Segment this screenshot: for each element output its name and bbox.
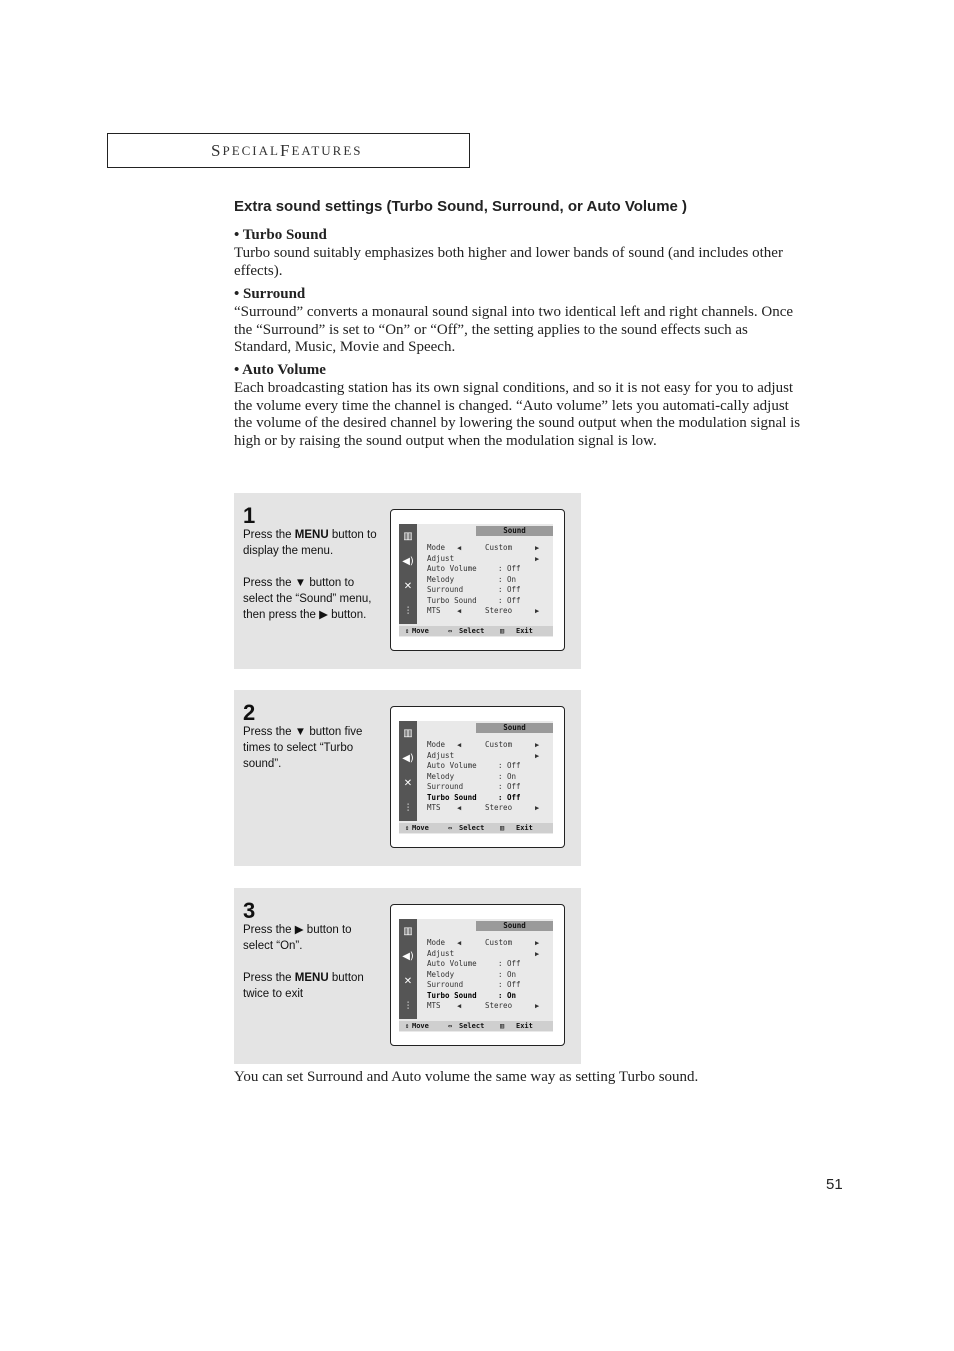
arrow-right-icon: ▶ [535,751,540,760]
section-header-initial-s: S [211,140,223,160]
picture-icon: ▥ [403,727,413,739]
osd-row-label: Surround [427,980,464,989]
section-header [107,133,470,168]
osd-row-label: Auto Volume [427,959,477,968]
section-header-part2: EATURES [291,142,363,158]
select-arrows-icon: ⇔ [448,1022,453,1030]
menu-key-label: MENU [294,972,329,984]
arrow-right-icon: ▶ [535,554,540,563]
osd-row-label: Surround [427,585,464,594]
osd-row-label: Mode [427,543,446,552]
osd-row-mts [427,1001,547,1012]
osd-row-value: Custom [485,543,513,552]
surround-body: “Surround” converts a monaural sound signal into two identical left and right channels. Once the “Surround” is set to “On” or “Off”, the setting applies to the sound effects such as Standard, Music, Movie and Speech. [234,303,794,356]
osd-row-value: : Off [498,761,521,770]
osd-icon-column [399,721,417,821]
arrow-right-icon: ▶ [535,939,540,947]
osd-row-value: : On [498,771,517,781]
osd-row-value: : Off [498,585,521,594]
channel-icon: ✕ [403,580,413,592]
osd-row-value: : Off [498,782,521,791]
osd-row-auto-volume [427,564,547,575]
osd-footer-exit: Exit [516,627,533,635]
step-number: 1 [243,503,256,528]
osd-row-surround [427,782,547,793]
instruction-text: Press the ▼ button to select the “Sound” menu, then press the ▶ button. [243,577,372,621]
osd-row-melody [427,970,547,981]
step-instructions [243,724,383,772]
setup-icon: ⫶ [406,802,410,814]
surround-section [234,286,804,357]
select-arrows-icon: ⇔ [448,627,453,635]
arrow-right-icon: ▶ [535,544,540,552]
osd-row-value: : Off [498,564,521,573]
osd-row-surround [427,585,547,596]
osd-row-label: Surround [427,782,464,791]
osd-row-mts [427,803,547,814]
speaker-icon: ◀) [402,950,414,962]
osd-row-mode [427,543,547,554]
osd-row-label: Melody [427,771,455,781]
osd-icon-column [399,524,417,624]
sound-menu-screen [390,904,565,1046]
arrow-right-icon: ▶ [535,607,540,615]
arrow-left-icon: ◀ [457,939,462,947]
channel-icon: ✕ [403,975,413,987]
step-number: 3 [243,898,256,923]
setup-icon: ⫶ [406,1000,410,1012]
osd-row-melody [427,575,547,586]
arrow-left-icon: ◀ [457,607,462,615]
speaker-icon: ◀) [402,752,414,764]
step-instructions [243,922,383,1002]
osd-row-label: Mode [427,740,446,749]
osd-row-auto-volume [427,959,547,970]
osd-footer-move: Move [412,824,429,832]
osd-row-surround [427,980,547,991]
sound-menu-screen [390,706,565,848]
osd-footer-move: Move [412,627,429,635]
osd-title: Sound [476,723,553,733]
menu-icon: ▥ [500,627,505,635]
osd-footer-exit: Exit [516,1022,533,1030]
osd-row-label: Auto Volume [427,761,477,770]
osd-row-value: Custom [485,938,513,947]
setup-icon: ⫶ [406,605,410,617]
osd-row-label: Turbo Sound [427,792,477,802]
sound-menu-screen [390,509,565,651]
osd-row-adjust [427,554,547,565]
auto-volume-heading: • Auto Volume [234,362,326,378]
page-number: 51 [826,1176,843,1193]
arrow-left-icon: ◀ [457,1002,462,1010]
auto-volume-section [234,362,804,451]
arrow-right-icon: ▶ [535,741,540,749]
osd-row-label: Auto Volume [427,564,477,573]
arrow-right-icon: ▶ [535,804,540,812]
turbo-sound-heading: • Turbo Sound [234,227,327,243]
osd-footer [399,1021,553,1031]
osd-rows [427,543,547,617]
osd-row-label: Melody [427,574,455,584]
osd-row-label: Melody [427,969,455,979]
turbo-sound-body: Turbo sound suitably emphasizes both higher and lower bands of sound (and includes other effects). [234,244,783,279]
osd-menu [399,524,553,637]
osd-rows [427,740,547,814]
menu-key-label: MENU [294,529,329,541]
auto-volume-body: Each broadcasting station has its own signal conditions, and so it is not easy for you to adjust the volume every time the channel is changed. “Auto volume” lets you automati-cally adjust the volume of the desired channel by lowering the sound output when the modulation signal is high or by raising the sound output when the modulation signal is low. [234,379,801,450]
osd-title: Sound [476,921,553,931]
osd-row-label: Adjust [427,553,455,563]
osd-row-label: MTS [427,606,441,615]
osd-footer-select: Select [459,627,485,635]
instruction-text: button twice to exit [243,972,364,1000]
surround-heading: • Surround [234,286,306,302]
osd-row-mts [427,606,547,617]
menu-icon: ▥ [500,824,505,832]
osd-row-label: MTS [427,803,441,812]
osd-row-value: Stereo [485,1001,513,1010]
osd-menu [399,919,553,1032]
step-3-panel [234,888,581,1064]
turbo-sound-section [234,227,804,280]
select-arrows-icon: ⇔ [448,824,453,832]
osd-row-mode [427,740,547,751]
arrow-right-icon: ▶ [535,949,540,958]
move-arrows-icon: ⇕ [405,627,410,635]
osd-footer [399,626,553,636]
osd-footer-exit: Exit [516,824,533,832]
osd-row-value: : On [498,969,517,979]
picture-icon: ▥ [403,925,413,937]
section-header-initial-f: F [279,140,292,160]
step-2-panel [234,690,581,866]
instruction-text: button to display the menu. [243,529,377,557]
osd-footer-select: Select [459,824,485,832]
osd-row-turbo-sound [427,596,547,607]
menu-icon: ▥ [500,1022,505,1030]
osd-row-value: : Off [498,959,521,968]
picture-icon: ▥ [403,530,413,542]
osd-row-turbo-sound [427,991,547,1002]
osd-footer [399,823,553,833]
osd-row-mode [427,938,547,949]
osd-row-value: : Off [498,792,521,802]
osd-row-value: Custom [485,740,513,749]
osd-footer-move: Move [412,1022,429,1030]
osd-row-auto-volume [427,761,547,772]
step-1-panel [234,493,581,669]
osd-row-value: : Off [498,595,521,605]
step-instructions [243,527,383,623]
channel-icon: ✕ [403,777,413,789]
osd-row-label: Turbo Sound [427,990,477,1000]
osd-rows [427,938,547,1012]
arrow-left-icon: ◀ [457,741,462,749]
move-arrows-icon: ⇕ [405,824,410,832]
osd-row-label: Adjust [427,750,455,760]
osd-row-adjust [427,949,547,960]
osd-row-label: Turbo Sound [427,595,477,605]
osd-row-value: Stereo [485,606,513,615]
osd-menu [399,721,553,834]
instruction-text: Press the ▼ button five times to select “Turbo sound”. [243,726,363,770]
instruction-text: Press the ▶ button to select “On”. [243,924,352,952]
osd-row-label: Adjust [427,948,455,958]
section-header-part1: PECIAL [222,142,280,158]
osd-row-value: : On [498,990,517,1000]
arrow-left-icon: ◀ [457,544,462,552]
speaker-icon: ◀) [402,555,414,567]
arrow-right-icon: ▶ [535,1002,540,1010]
osd-row-label: MTS [427,1001,441,1010]
move-arrows-icon: ⇕ [405,1022,410,1030]
step-number: 2 [243,700,256,725]
osd-row-melody [427,772,547,783]
arrow-left-icon: ◀ [457,804,462,812]
osd-row-value: Stereo [485,803,513,812]
osd-footer-select: Select [459,1022,485,1030]
osd-row-value: : On [498,574,517,584]
osd-icon-column [399,919,417,1019]
instruction-text: Press the [243,972,295,984]
osd-row-adjust [427,751,547,762]
osd-title: Sound [476,526,553,536]
closing-note: You can set Surround and Auto volume the same way as setting Turbo sound. [234,1069,699,1085]
osd-row-turbo-sound [427,793,547,804]
instruction-text: Press the [243,529,295,541]
osd-row-label: Mode [427,938,446,947]
page-title: Extra sound settings (Turbo Sound, Surround, or Auto Volume ) [234,198,688,215]
osd-row-value: : Off [498,980,521,989]
